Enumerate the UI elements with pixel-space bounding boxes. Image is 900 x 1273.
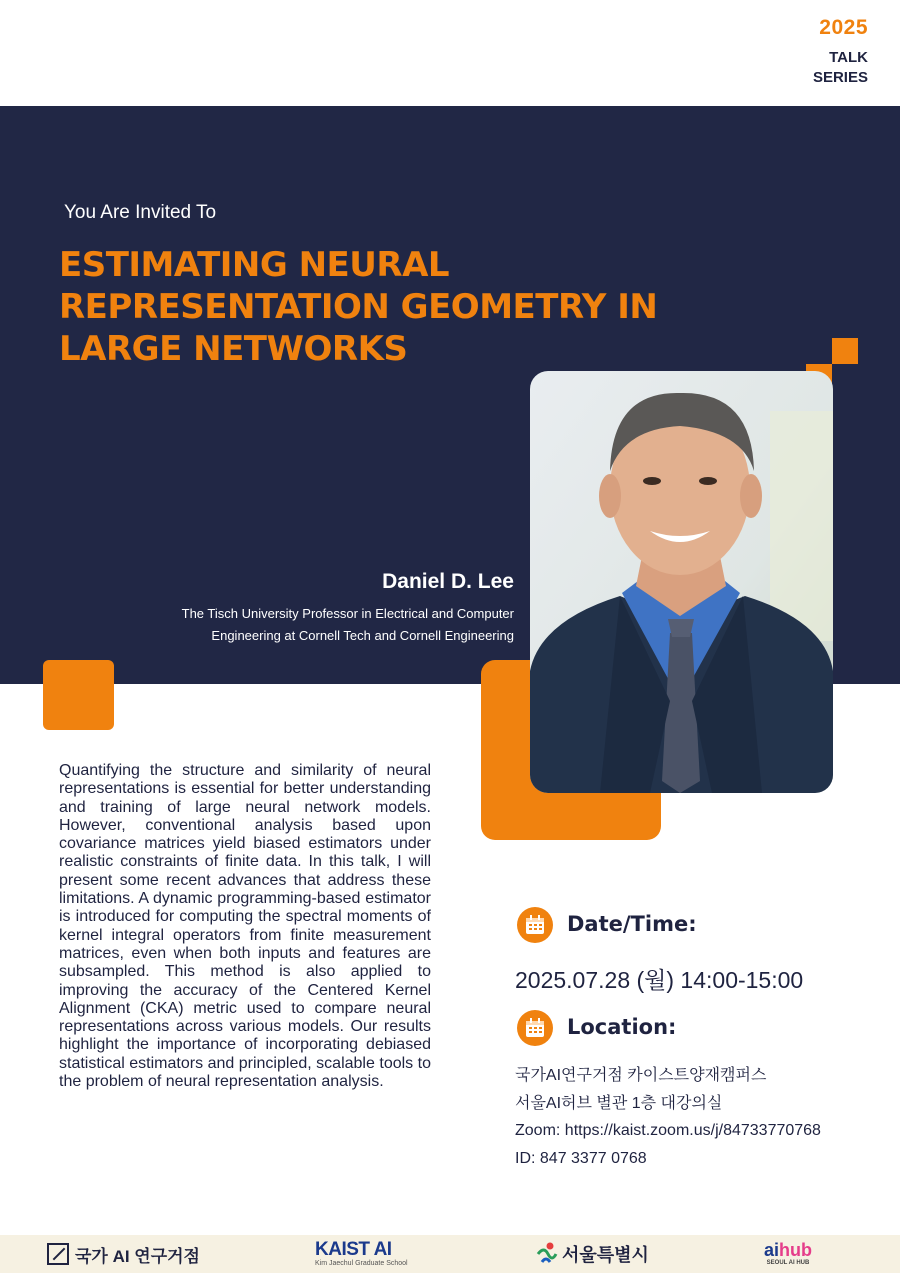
affiliation-line: The Tisch University Professor in Electrical and Computer <box>181 606 514 621</box>
logo-national-ai-hub: 국가 AI 연구거점 <box>47 1235 200 1273</box>
series-label-talk: TALK <box>829 49 868 66</box>
logo-kaist-ai: KAIST AI Kim Jaechul Graduate School <box>315 1238 408 1267</box>
location-label: Location: <box>567 1015 677 1039</box>
decor-square <box>43 660 114 730</box>
logo-seoul-ai-hub: aihub SEOUL AI HUB <box>764 1240 813 1266</box>
affiliation-line: Engineering at Cornell Tech and Cornell Engineering <box>211 628 514 643</box>
series-year: 2025 <box>819 16 868 39</box>
zoom-link[interactable]: Zoom: https://kaist.zoom.us/j/84733770768 <box>515 1122 821 1139</box>
zoom-id: ID: 847 3377 0768 <box>515 1149 647 1167</box>
speaker-photo <box>530 371 833 793</box>
calendar-icon <box>517 907 553 943</box>
date-time-label: Date/Time: <box>567 912 697 936</box>
location-details <box>515 1062 821 1172</box>
location-line: 서울AI허브 별관 1층 대강의실 <box>515 1094 723 1112</box>
invite-text: You Are Invited To <box>64 202 217 223</box>
sponsor-footer <box>0 1235 900 1273</box>
seoul-symbol-icon <box>536 1242 558 1266</box>
talk-series-badge <box>813 16 868 88</box>
logo-seoul: 서울특별시 <box>536 1235 649 1273</box>
talk-abstract: Quantifying the structure and similarity of neural representations is essential for better understanding and training of large neural network models. However, conventional analysis based upon covariance matrices yield biased estimators under realistic constraints of finite data. In this talk, I will present some recent advances that address these limitations. A dynamic programming-based estimator is introduced for computing the spectral moments of kernel integral operators from finite measurement matrices, even when both inputs and features are subsampled. This method is also applied to improving the accuracy of the Centered Kernel Alignment (CKA) metric used to compare neural representations across various models. Our results highlight the importance of incorporating debiased statistical estimators and principled, scalable tools to the problem of neural representation analysis. <box>59 762 431 1091</box>
decor-square <box>832 338 858 364</box>
date-time-value: 2025.07.28 (월) 14:00-15:00 <box>515 967 804 993</box>
speaker-affiliation <box>114 603 514 647</box>
series-label-series: SERIES <box>812 69 868 86</box>
national-ai-mark-icon <box>47 1243 69 1265</box>
talk-title: ESTIMATING NEURAL REPRESENTATION GEOMETRY IN LARGE NETWORKS <box>59 245 658 369</box>
speaker-name: Daniel D. Lee <box>382 570 514 593</box>
calendar-icon <box>517 1010 553 1046</box>
location-line: 국가AI연구거점 카이스트양재캠퍼스 <box>515 1067 767 1084</box>
